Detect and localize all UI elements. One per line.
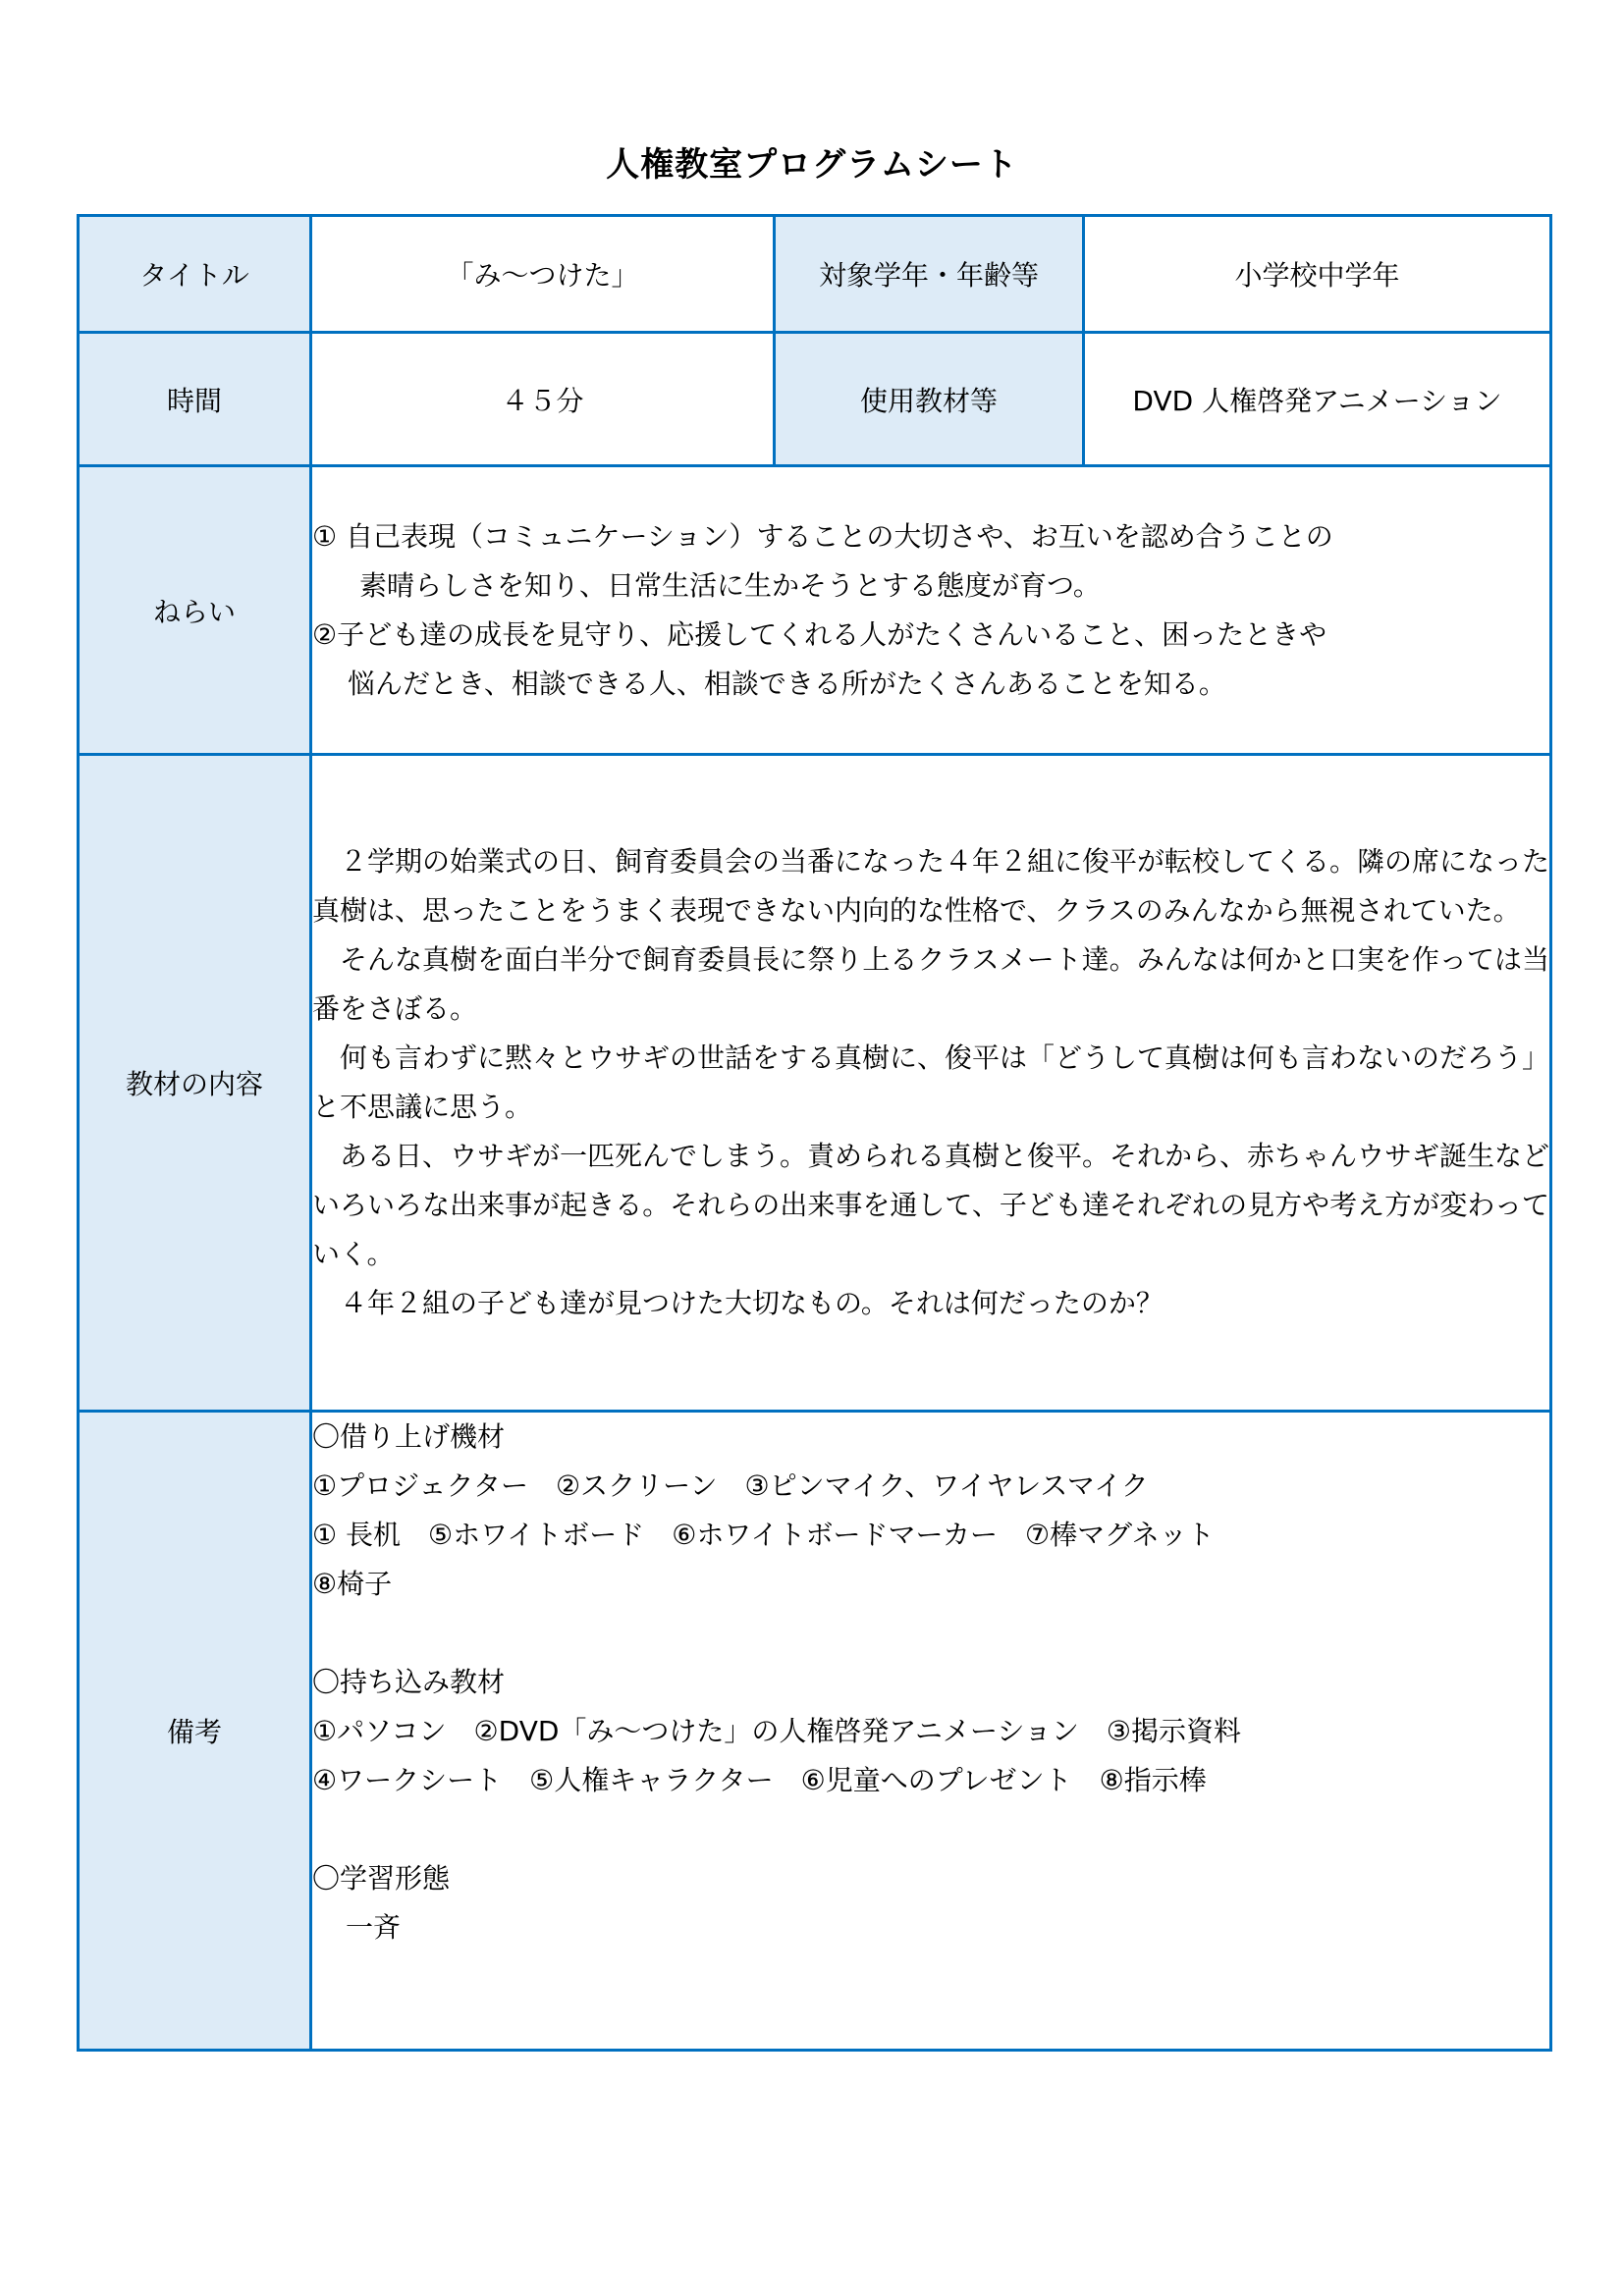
aim-1-line-2: 素晴らしさを知り、日常生活に生かそうとする態度が育つ。 (359, 568, 1101, 602)
target-grade-value: 小学校中学年 (1084, 216, 1551, 333)
story-paragraph: 何も言わずに黙々とウサギの世話をする真樹に、俊平は「どうして真樹は何も言わないのだろう」と不思議に思う。 (312, 1041, 1550, 1123)
rented-equipment-line: ① 長机 ⑤ホワイトボード ⑥ホワイトボードマーカー ⑦棒マグネット (312, 1519, 1215, 1551)
learning-format-value: 一斉 (346, 1911, 402, 1944)
story-paragraph: そんな真樹を面白半分で飼育委員長に祭り上るクラスメート達。みんなは何かと口実を作っては当番をさぼる。 (312, 943, 1549, 1025)
aims-label: ねらい (79, 466, 311, 755)
brought-materials-line: ①パソコン ②DVD「み～つけた」の人権啓発アニメーション ③掲示資料 (312, 1715, 1242, 1747)
aim-1-line-1: ① 自己表現（コミュニケーション）することの大切さや、お互いを認め合うことの (312, 519, 1333, 553)
time-label: 時間 (79, 333, 311, 466)
row-title-target (79, 216, 1551, 333)
materials-value: DVD 人権啓発アニメーション (1084, 333, 1551, 466)
row-notes (79, 1412, 1551, 2051)
aim-2-line-2: 悩んだとき、相談できる人、相談できる所がたくさんあることを知る。 (348, 667, 1226, 700)
content-story (311, 755, 1551, 1412)
aims-content (311, 466, 1551, 755)
content-label: 教材の内容 (79, 755, 311, 1412)
brought-materials-heading: 〇持ち込み教材 (312, 1666, 506, 1698)
row-time-materials (79, 333, 1551, 466)
learning-format-heading: 〇学習形態 (312, 1862, 451, 1895)
time-value: ４５分 (311, 333, 775, 466)
program-sheet-table (77, 214, 1552, 2052)
row-aims (79, 466, 1551, 755)
learning-format-section (312, 1854, 1549, 1952)
rented-equipment-line: ⑧椅子 (312, 1568, 393, 1600)
brought-materials-section (312, 1658, 1549, 1805)
story-paragraph: ４年２組の子ども達が見つけた大切なもの。それは何だったのか？ (340, 1287, 1164, 1319)
rented-equipment-heading: 〇借り上げ機材 (312, 1420, 506, 1453)
row-content (79, 755, 1551, 1412)
title-value: 「み～つけた」 (311, 216, 775, 333)
page-title: 人権教室プログラムシート (606, 145, 1018, 185)
title-label: タイトル (79, 216, 311, 333)
rented-equipment-section (312, 1413, 1549, 1609)
target-grade-label: 対象学年・年齢等 (775, 216, 1084, 333)
story-paragraph: ２学期の始業式の日、飼育委員会の当番になった４年２組に俊平が転校してくる。隣の席になった真樹は、思ったことをうまく表現できない内向的な性格で、クラスのみんなから無視されていた。 (312, 845, 1550, 927)
brought-materials-line: ④ワークシート ⑤人権キャラクター ⑥児童へのプレゼント ⑧指示棒 (312, 1764, 1207, 1796)
aim-2-line-1: ②子ども達の成長を見守り、応援してくれる人がたくさんいること、困ったときや (312, 617, 1327, 651)
notes-content (311, 1412, 1551, 2051)
notes-label: 備考 (79, 1412, 311, 2051)
rented-equipment-line: ①プロジェクター ②スクリーン ③ピンマイク、ワイヤレスマイク (312, 1469, 1149, 1502)
materials-label: 使用教材等 (775, 333, 1084, 466)
story-paragraph: ある日、ウサギが一匹死んでしまう。責められる真樹と俊平。それから、赤ちゃんウサギ誕生などいろいろな出来事が起きる。それらの出来事を通して、子ども達それぞれの見方や考え方が変わっていく。 (312, 1140, 1550, 1270)
